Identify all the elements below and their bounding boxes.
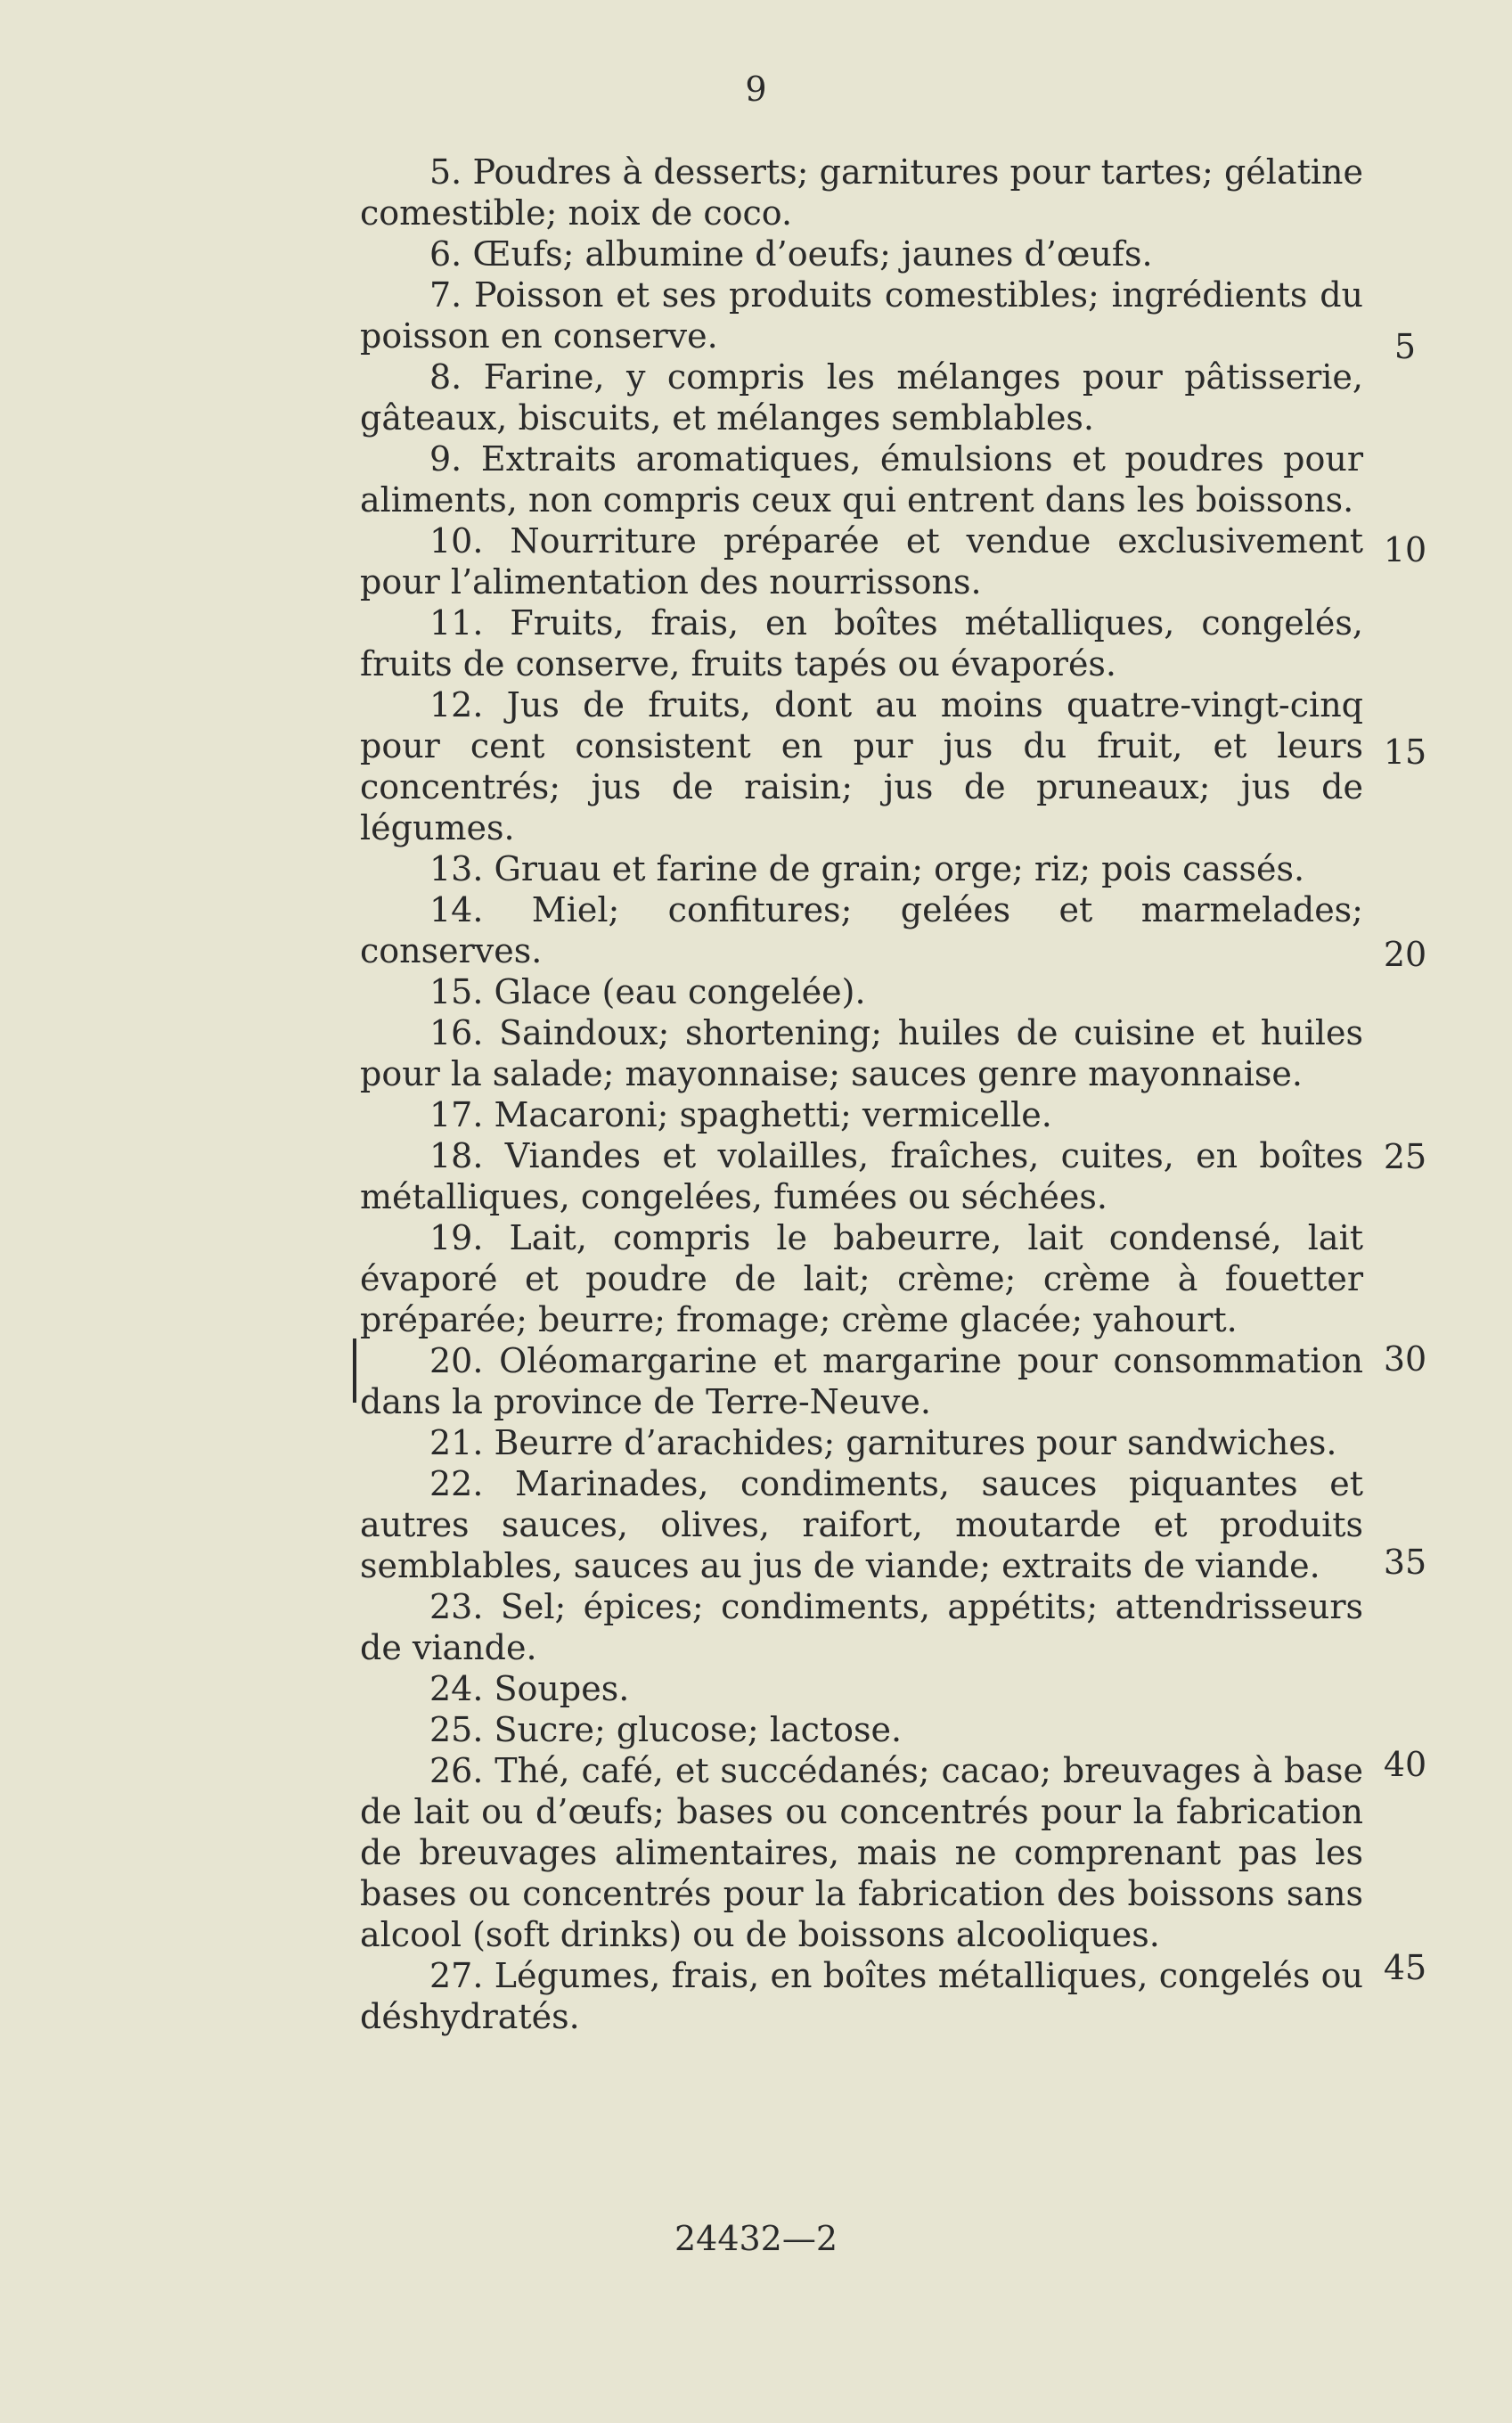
- signature-mark: 24432—2: [674, 2219, 838, 2258]
- list-item: 12. Jus de fruits, dont au moins quatre-vingt-cinq pour cent consistent en pur jus du fruit, et leurs concentrés; jus de raisin; jus de pruneaux; jus de légumes.: [360, 685, 1363, 847]
- list-item: 9. Extraits aromatiques, émulsions et poudres pour aliments, non compris ceux qui entrent dans les boissons.: [360, 439, 1363, 520]
- line-number: 20: [1383, 935, 1427, 974]
- line-number: 25: [1383, 1137, 1427, 1176]
- list-item: 8. Farine, y compris les mélanges pour pâtisserie, gâteaux, biscuits, et mélanges semblables.: [360, 357, 1363, 438]
- list-item: 15. Glace (eau congelée).: [429, 972, 866, 1011]
- line-number: 10: [1383, 530, 1427, 569]
- line-number: 40: [1383, 1745, 1427, 1784]
- page-number: 9: [745, 70, 767, 109]
- list-item: 17. Macaroni; spaghetti; vermicelle.: [429, 1095, 1052, 1134]
- list-item: 11. Fruits, frais, en boîtes métalliques, congelés, fruits de conserve, fruits tapés ou évaporés.: [360, 603, 1363, 684]
- list-item: 27. Légumes, frais, en boîtes métalliques, congelés ou déshydratés.: [360, 1956, 1363, 2036]
- list-item: 18. Viandes et volailles, fraîches, cuites, en boîtes métalliques, congelées, fumées ou séchées.: [360, 1136, 1363, 1216]
- list-item: 19. Lait, compris le babeurre, lait condensé, lait évaporé et poudre de lait; crème; crème à fouetter préparée; beurre; fromage; crème glacée; yahourt.: [360, 1218, 1363, 1339]
- list-item: 7. Poisson et ses produits comestibles; ingrédients du poisson en conserve.: [360, 275, 1363, 356]
- list-item: 6. Œufs; albumine d’oeufs; jaunes d’œufs.: [429, 234, 1153, 274]
- revision-bar: [353, 1338, 356, 1403]
- list-item: 26. Thé, café, et succédanés; cacao; breuvages à base de lait ou d’œufs; bases ou concentrés pour la fabrication de breuvages alimentaires, mais ne comprenant pas les bases ou concentrés pour la fabrication des boissons sans alcool (soft drinks) ou de boissons alcooliques.: [360, 1751, 1363, 1954]
- line-number: 35: [1383, 1543, 1427, 1582]
- line-number: 5: [1393, 327, 1417, 366]
- line-number: 45: [1383, 1948, 1427, 1987]
- list-item: 22. Marinades, condiments, sauces piquantes et autres sauces, olives, raifort, moutarde et produits semblables, sauces au jus de viande; extraits de viande.: [360, 1464, 1363, 1585]
- item-list: [360, 151, 1363, 2037]
- list-item: 5. Poudres à desserts; garnitures pour tartes; gélatine comestible; noix de coco.: [360, 152, 1363, 233]
- list-item: 10. Nourriture préparée et vendue exclusivement pour l’alimentation des nourrissons.: [360, 521, 1363, 602]
- line-number: 30: [1383, 1339, 1427, 1379]
- list-item: 23. Sel; épices; condiments, appétits; attendrisseurs de viande.: [360, 1587, 1363, 1667]
- list-item: 24. Soupes.: [429, 1669, 630, 1708]
- list-item: 13. Gruau et farine de grain; orge; riz; pois cassés.: [429, 849, 1305, 888]
- list-item: 16. Saindoux; shortening; huiles de cuisine et huiles pour la salade; mayonnaise; sauces genre mayonnaise.: [360, 1013, 1363, 1093]
- list-item: 25. Sucre; glucose; lactose.: [429, 1710, 903, 1749]
- list-item: 21. Beurre d’arachides; garnitures pour sandwiches.: [429, 1423, 1337, 1462]
- line-number: 15: [1383, 733, 1427, 772]
- list-item: 14. Miel; confitures; gelées et marmelades; conserves.: [360, 890, 1363, 970]
- list-item: 20. Oléomargarine et margarine pour consommation dans la province de Terre-Neuve.: [360, 1341, 1363, 1421]
